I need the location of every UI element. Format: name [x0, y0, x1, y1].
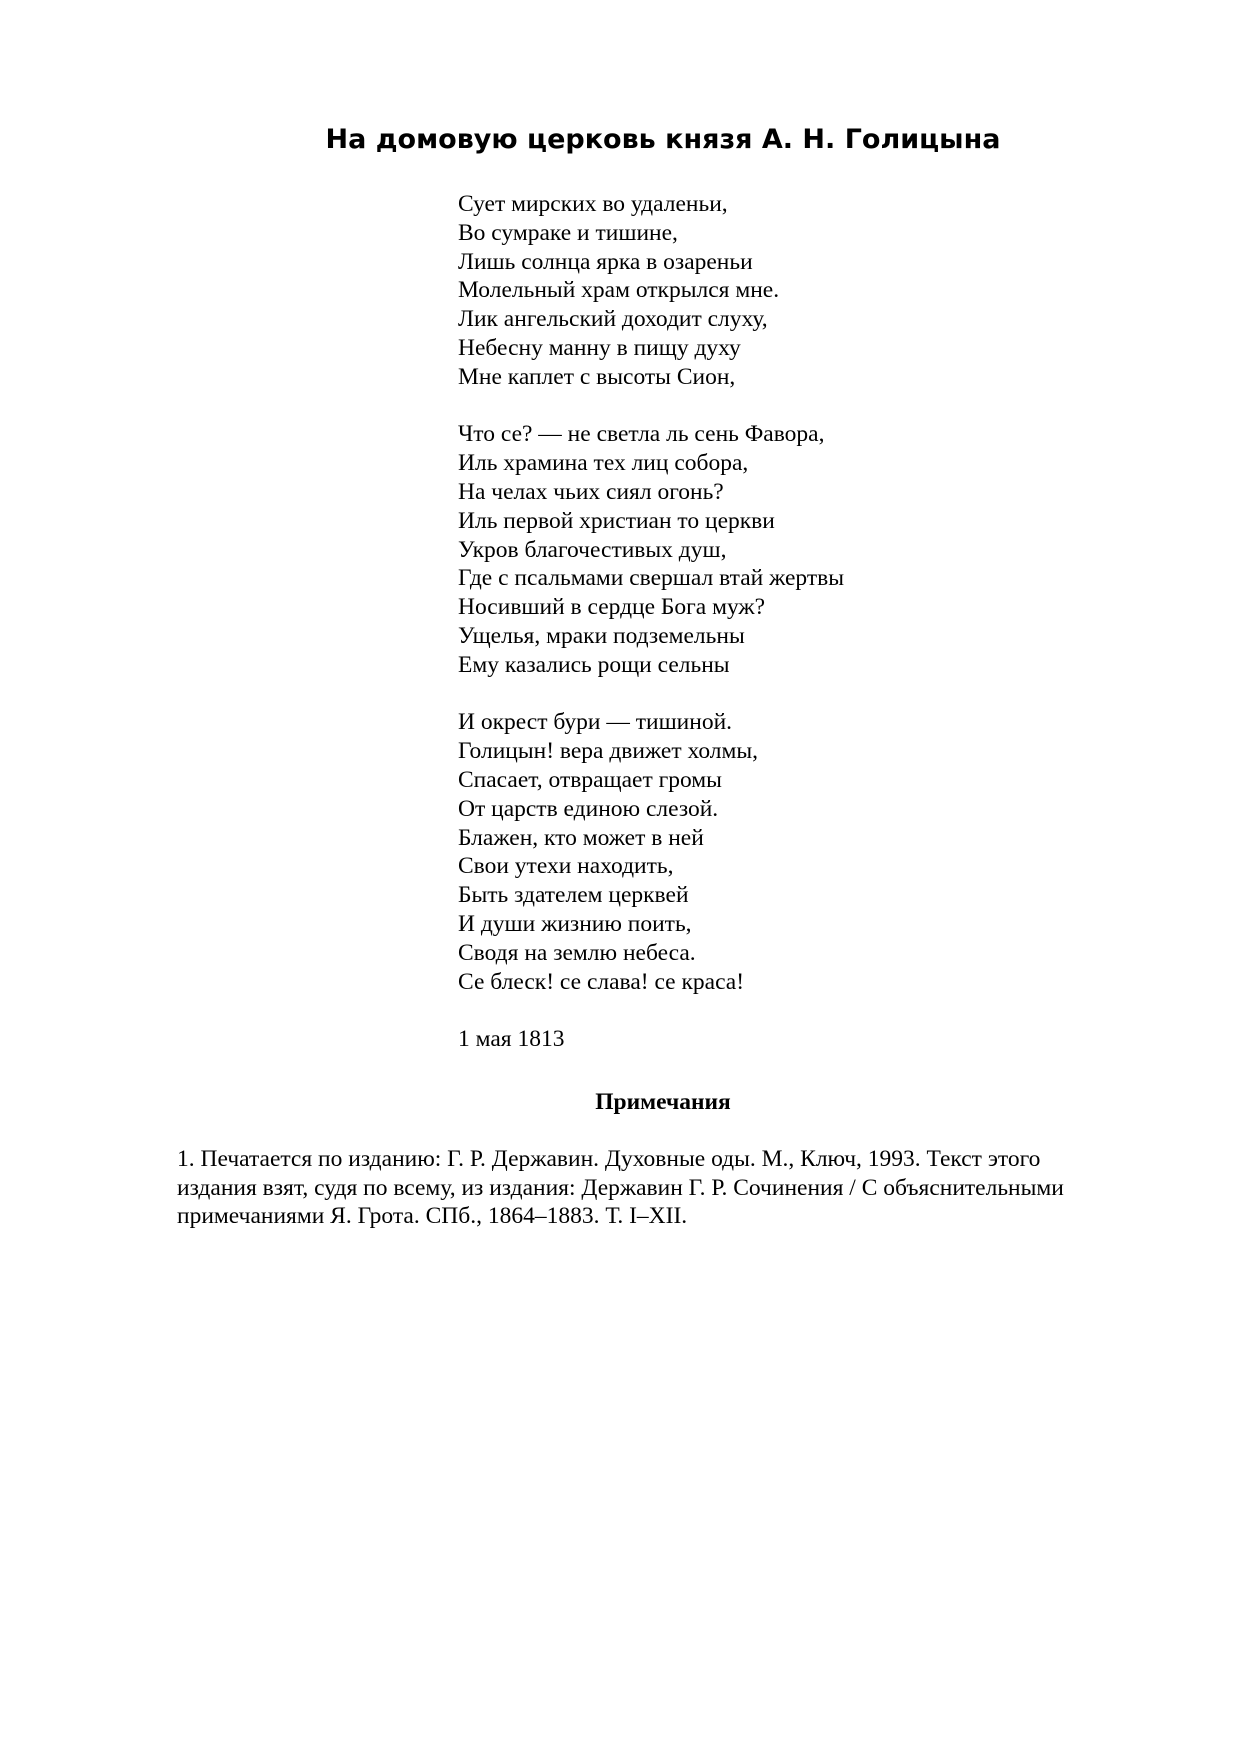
poem-line: Небесну манну в пищу духу — [458, 334, 741, 361]
poem-line: Укров благочестивых душ, — [458, 536, 727, 563]
poem-line: Иль первой христиан то церкви — [458, 507, 775, 534]
notes-heading: Примечания — [595, 1089, 731, 1115]
poem-stanza-3 — [458, 708, 1218, 996]
poem-line: Носивший в сердце Бога муж? — [458, 594, 766, 621]
poem-line: Блажен, кто может в ней — [458, 824, 704, 851]
poem-line: Где с псальмами свершал втай жертвы — [458, 565, 845, 592]
poem-line: От царств единою слезой. — [458, 795, 719, 822]
poem-line: Спасает, отвращает громы — [458, 766, 722, 793]
poem-line: Сводя на землю небеса. — [458, 939, 696, 966]
poem-line: На челах чьих сиял огонь? — [458, 478, 724, 505]
poem-line: И окрест бури — тишиной. — [458, 709, 733, 736]
poem-line: Быть здателем церквей — [458, 882, 689, 909]
poem-line: Свои утехи находить, — [458, 853, 674, 880]
poem-line: Мне каплет с высоты Сион, — [458, 363, 736, 390]
poem-line: И души жизнию поить, — [458, 910, 692, 937]
poem-line: Лишь солнца ярка в озареньи — [458, 248, 753, 275]
poem-line: Сует мирских во удаленьи, — [458, 191, 728, 217]
poem-stanza-2 — [458, 420, 1218, 679]
poem — [458, 190, 1218, 1054]
poem-line: Лик ангельский доходит слуху, — [458, 306, 768, 333]
poem-line: Молельный храм открылся мне. — [458, 277, 780, 304]
poem-line: Что се? — не светла ль сень Фавора, — [458, 421, 825, 448]
note-item — [177, 1145, 1157, 1231]
poem-line: Ущелья, мраки подземельны — [458, 622, 745, 649]
note-line: примечаниями Я. Грота. СПб., 1864–1883. Т. I–XII. — [177, 1203, 688, 1230]
poem-line: Се блеск! се слава! се краса! — [458, 968, 745, 995]
note-line: издания взят, судя по всему, из издания: Державин Г. Р. Сочинения / С объяснительными — [177, 1174, 1064, 1201]
document-title: На домовую церковь князя А. Н. Голицына — [325, 124, 1001, 155]
poem-line: Ему казались рощи сельны — [458, 651, 730, 678]
note-line: 1. Печатается по изданию: Г. Р. Державин. Духовные оды. М., Ключ, 1993. Текст этого — [177, 1146, 1041, 1172]
poem-date: 1 мая 1813 — [458, 1026, 565, 1053]
poem-line: Во сумраке и тишине, — [458, 219, 678, 246]
poem-line: Голицын! вера движет холмы, — [458, 738, 759, 765]
poem-stanza-1 — [458, 190, 1218, 392]
poem-line: Иль храмина тех лиц собора, — [458, 450, 749, 477]
